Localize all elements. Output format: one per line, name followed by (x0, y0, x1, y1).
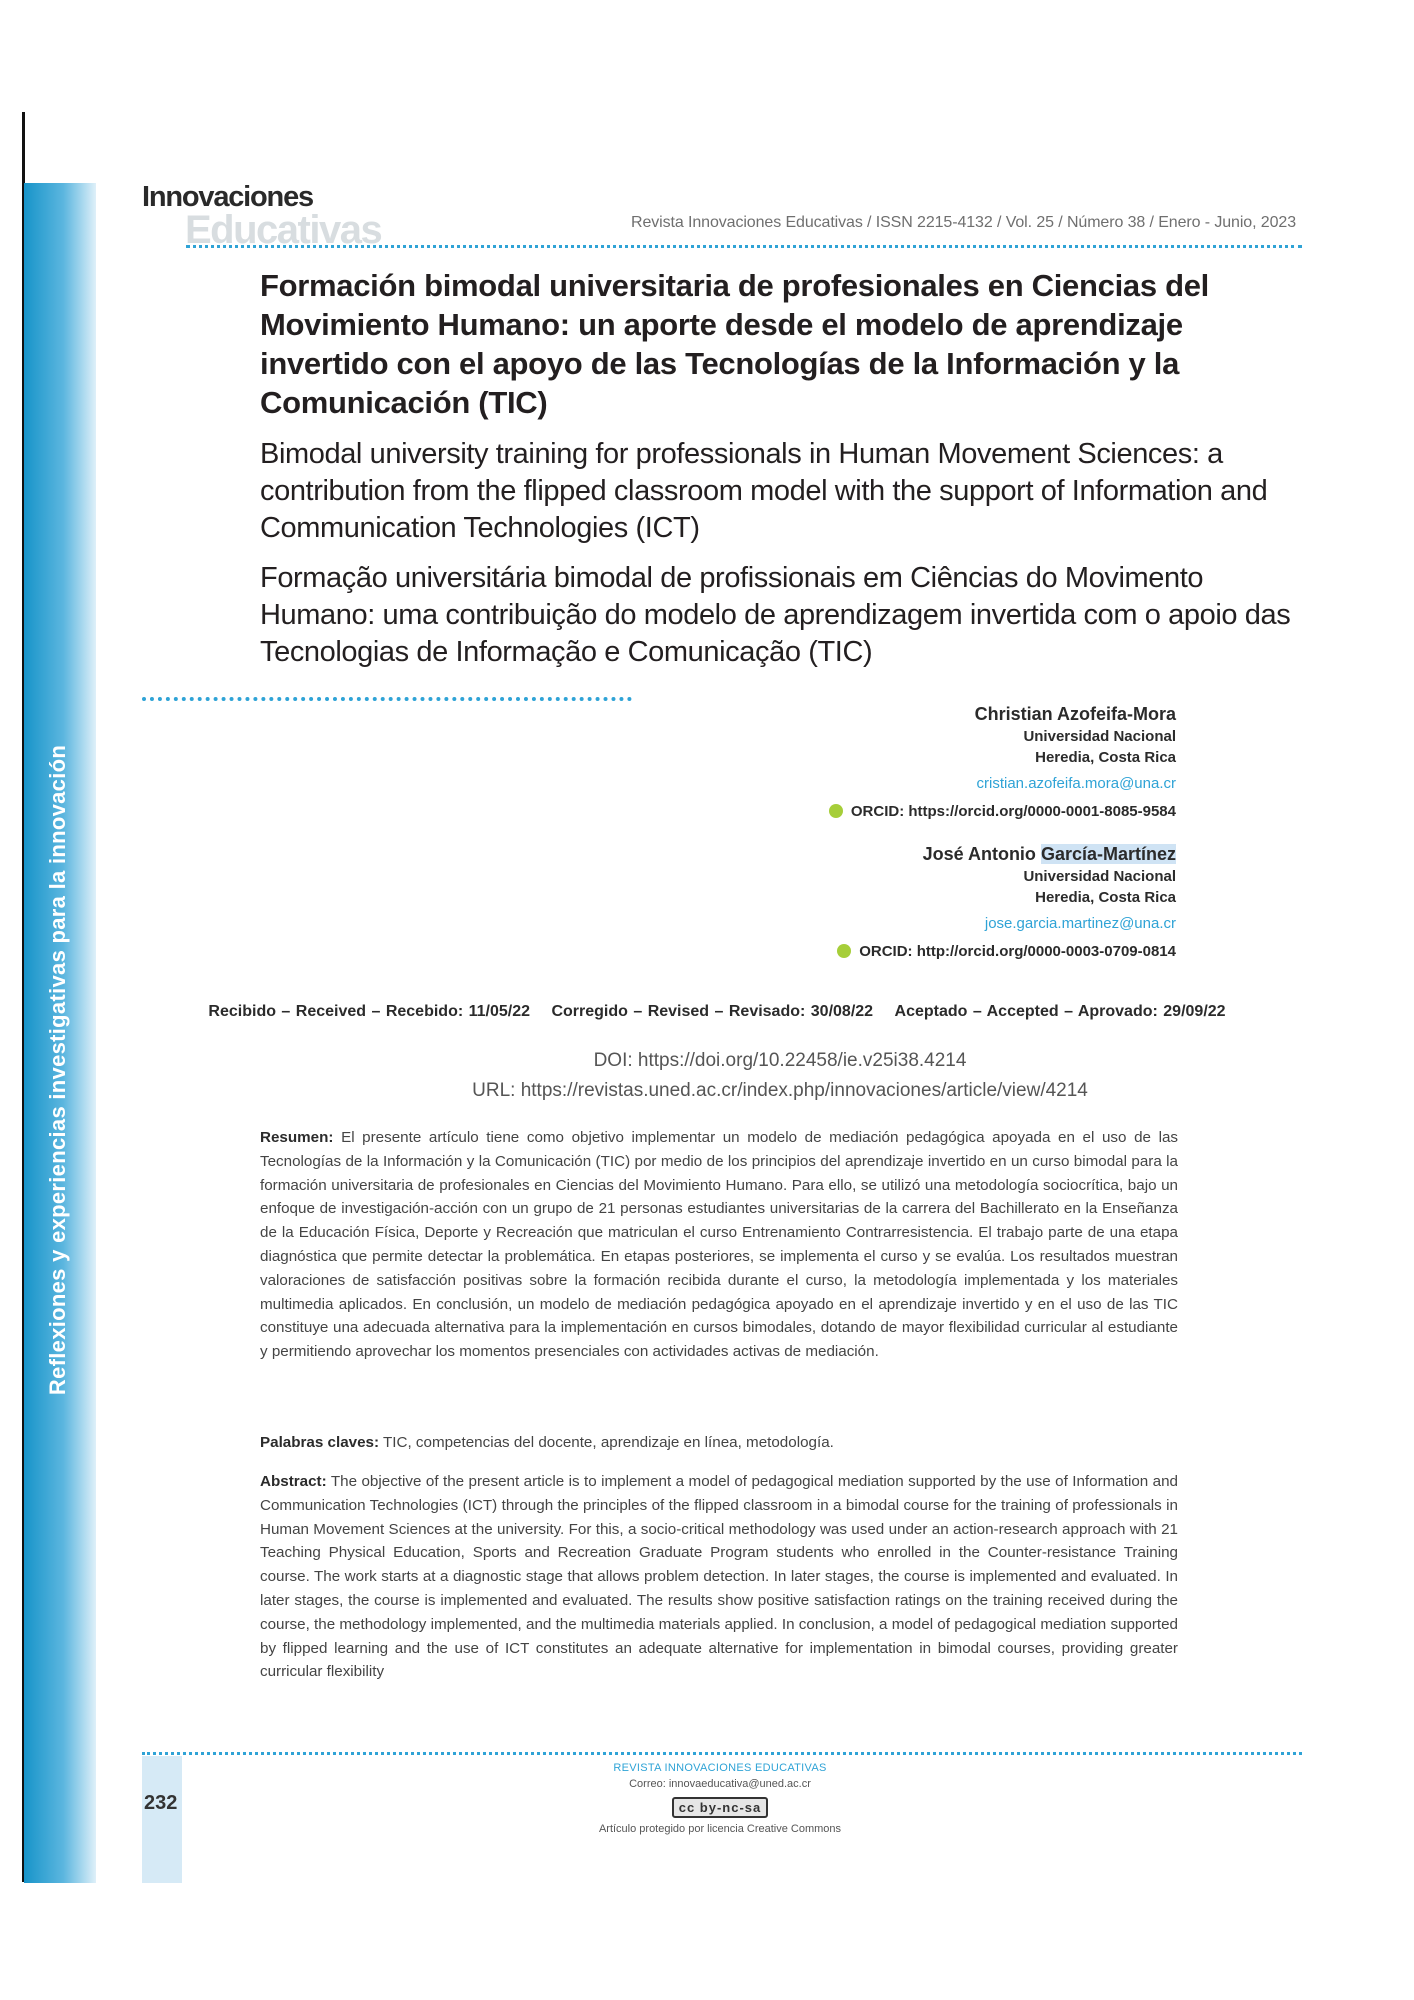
date-received: Recibido – Received – Recebido: 11/05/22 (208, 1003, 531, 1020)
date-accepted: Aceptado – Accepted – Aprovado: 29/09/22 (894, 1003, 1226, 1020)
title-english: Bimodal university training for professionals in Human Movement Sciences: a contribution from the flipped classroom model with the support of Information and Communication Technologies (ICT) (260, 438, 1268, 544)
creative-commons-badge: cc by-nc-sa (672, 1797, 769, 1818)
identifiers (260, 1046, 1300, 1106)
resumen-text: El presente artículo tiene como objetivo implementar un modelo de mediación pedagógica apoyada en el uso de las Tecnologías de la Información y la Comunicación (TIC) por medio de los principios del aprendizaje invertido en un curso bimodal para la formación universitaria de profesionales en Ciencias del Movimiento Humano. Para ello, se utilizó una metodología sociocrítica, bajo un enfoque de investigación-acción con un grupo de 21 personas estudiantes universitarias de la carrera del Bachillerato en la Enseñanza de la Educación Física, Deporte y Recreación que matriculan el curso Entrenamiento Contrarresistencia. El trabajo parte de una etapa diagnóstica que permite detectar la problemática. En etapas posteriores, se implementa el curso y se evalúa. Los resultados muestran valoraciones de satisfacción positivas sobre la formación recibida durante el curso, la metodología implementada y los materiales multimedia aplicados. En conclusión, un modelo de mediación pedagógica apoyado en el aprendizaje invertido y en el uso de las TIC constituye una adecuada alternativa para la implementación en cursos bimodales, dotando de mayor flexibilidad curricular al estudiante y permitiendo aprovechar los momentos presenciales con actividades activas de mediación. (260, 1129, 1178, 1361)
orcid-icon (829, 804, 843, 818)
author-2-orcid-text[interactable]: ORCID: http://orcid.org/0000-0003-0709-0814 (859, 943, 1176, 960)
orcid-icon (837, 944, 851, 958)
logo-line-2: Educativas (185, 208, 382, 252)
journal-meta: Revista Innovaciones Educativas / ISSN 2215-4132 / Vol. 25 / Número 38 / Enero - Junio, 2023 (631, 214, 1296, 231)
author-1-orcid[interactable] (829, 800, 1176, 824)
author-2-institution: Universidad Nacional (1023, 868, 1176, 885)
author-2-first-name: José Antonio (922, 844, 1036, 864)
dates-line (190, 1003, 1244, 1021)
doi-link[interactable]: DOI: https://doi.org/10.22458/ie.v25i38.4214 (593, 1050, 967, 1071)
author-2 (837, 842, 1176, 964)
resumen-paragraph (260, 1126, 1178, 1364)
footer-journal: REVISTA INNOVACIONES EDUCATIVAS (613, 1762, 827, 1774)
author-1 (829, 702, 1176, 824)
abstract-text: The objective of the present article is to implement a model of pedagogical mediation supported by the use of Information and Communication Technologies (ICT) through the principles of the flipped classroom in a bimodal course for the training of professionals in Human Movement Sciences at the university. For this, a socio-critical methodology was used under an action-research approach with 21 Teaching Physical Education, Sports and Recreation Graduate Program students who enrolled in the Counter-resistance Training course. The work starts at a diagnostic stage that allows problem detection. In later stages, the course is implemented and evaluated. In later stages, the course is implemented and evaluated. The results show positive satisfaction ratings on the training received during the course, the methodology implemented, and the multimedia materials applied. In conclusion, a model of pedagogical mediation supported by flipped learning and the use of ICT constitutes an adequate alternative for implementation in bimodal courses, providing greater curricular flexibility (260, 1473, 1179, 1681)
author-2-email[interactable]: jose.garcia.martinez@una.cr (984, 915, 1176, 932)
author-1-name: Christian Azofeifa-Mora (974, 704, 1176, 724)
author-2-orcid[interactable] (837, 940, 1176, 964)
author-2-name (837, 842, 1176, 866)
footer-email[interactable]: Correo: innovaeducativa@uned.ac.cr (629, 1778, 811, 1790)
url-link[interactable]: URL: https://revistas.uned.ac.cr/index.php/innovaciones/article/view/4214 (472, 1080, 1088, 1101)
page-number: 232 (144, 1792, 178, 1814)
author-1-email[interactable]: cristian.azofeifa.mora@una.cr (976, 775, 1176, 792)
title-spanish: Formación bimodal universitaria de profesionales en Ciencias del Movimiento Humano: un aporte desde el modelo de aprendizaje invertido con el apoyo de las Tecnologías de la Información y la Comunicación (TIC) (260, 268, 1209, 420)
logo-line-1: Innovaciones (142, 181, 313, 213)
page-number-band (142, 1756, 182, 1883)
footer-license: Artículo protegido por licencia Creative Commons (598, 1823, 842, 1835)
keywords-text: TIC, competencias del docente, aprendizaje en línea, metodología. (383, 1434, 834, 1451)
resumen-label: Resumen: (260, 1129, 334, 1146)
authors-divider (142, 697, 632, 701)
header-divider (186, 245, 1302, 248)
journal-logo (142, 181, 382, 252)
abstract-label: Abstract: (260, 1473, 327, 1490)
footer (560, 1760, 880, 1836)
author-2-location: Heredia, Costa Rica (1035, 889, 1176, 906)
keywords-paragraph (260, 1434, 1178, 1451)
author-1-institution: Universidad Nacional (1023, 728, 1176, 745)
author-2-last-name-highlighted: García-Martínez (1040, 844, 1176, 864)
author-1-location: Heredia, Costa Rica (1035, 749, 1176, 766)
footer-divider (142, 1752, 1302, 1755)
date-revised: Corregido – Revised – Revisado: 30/08/22 (551, 1003, 874, 1020)
title-portuguese: Formação universitária bimodal de profissionais em Ciências do Movimento Humano: uma contribuição do modelo de aprendizagem invertida com o apoio das Tecnologias de Informação e Comunicação (TIC) (260, 562, 1291, 668)
sidebar-label-text: Reflexiones y experiencias investigativas para la innovación (45, 744, 70, 1396)
keywords-label: Palabras claves: (260, 1434, 380, 1451)
author-1-orcid-text[interactable]: ORCID: https://orcid.org/0000-0001-8085-9584 (850, 803, 1176, 820)
abstract-paragraph (260, 1470, 1178, 1684)
